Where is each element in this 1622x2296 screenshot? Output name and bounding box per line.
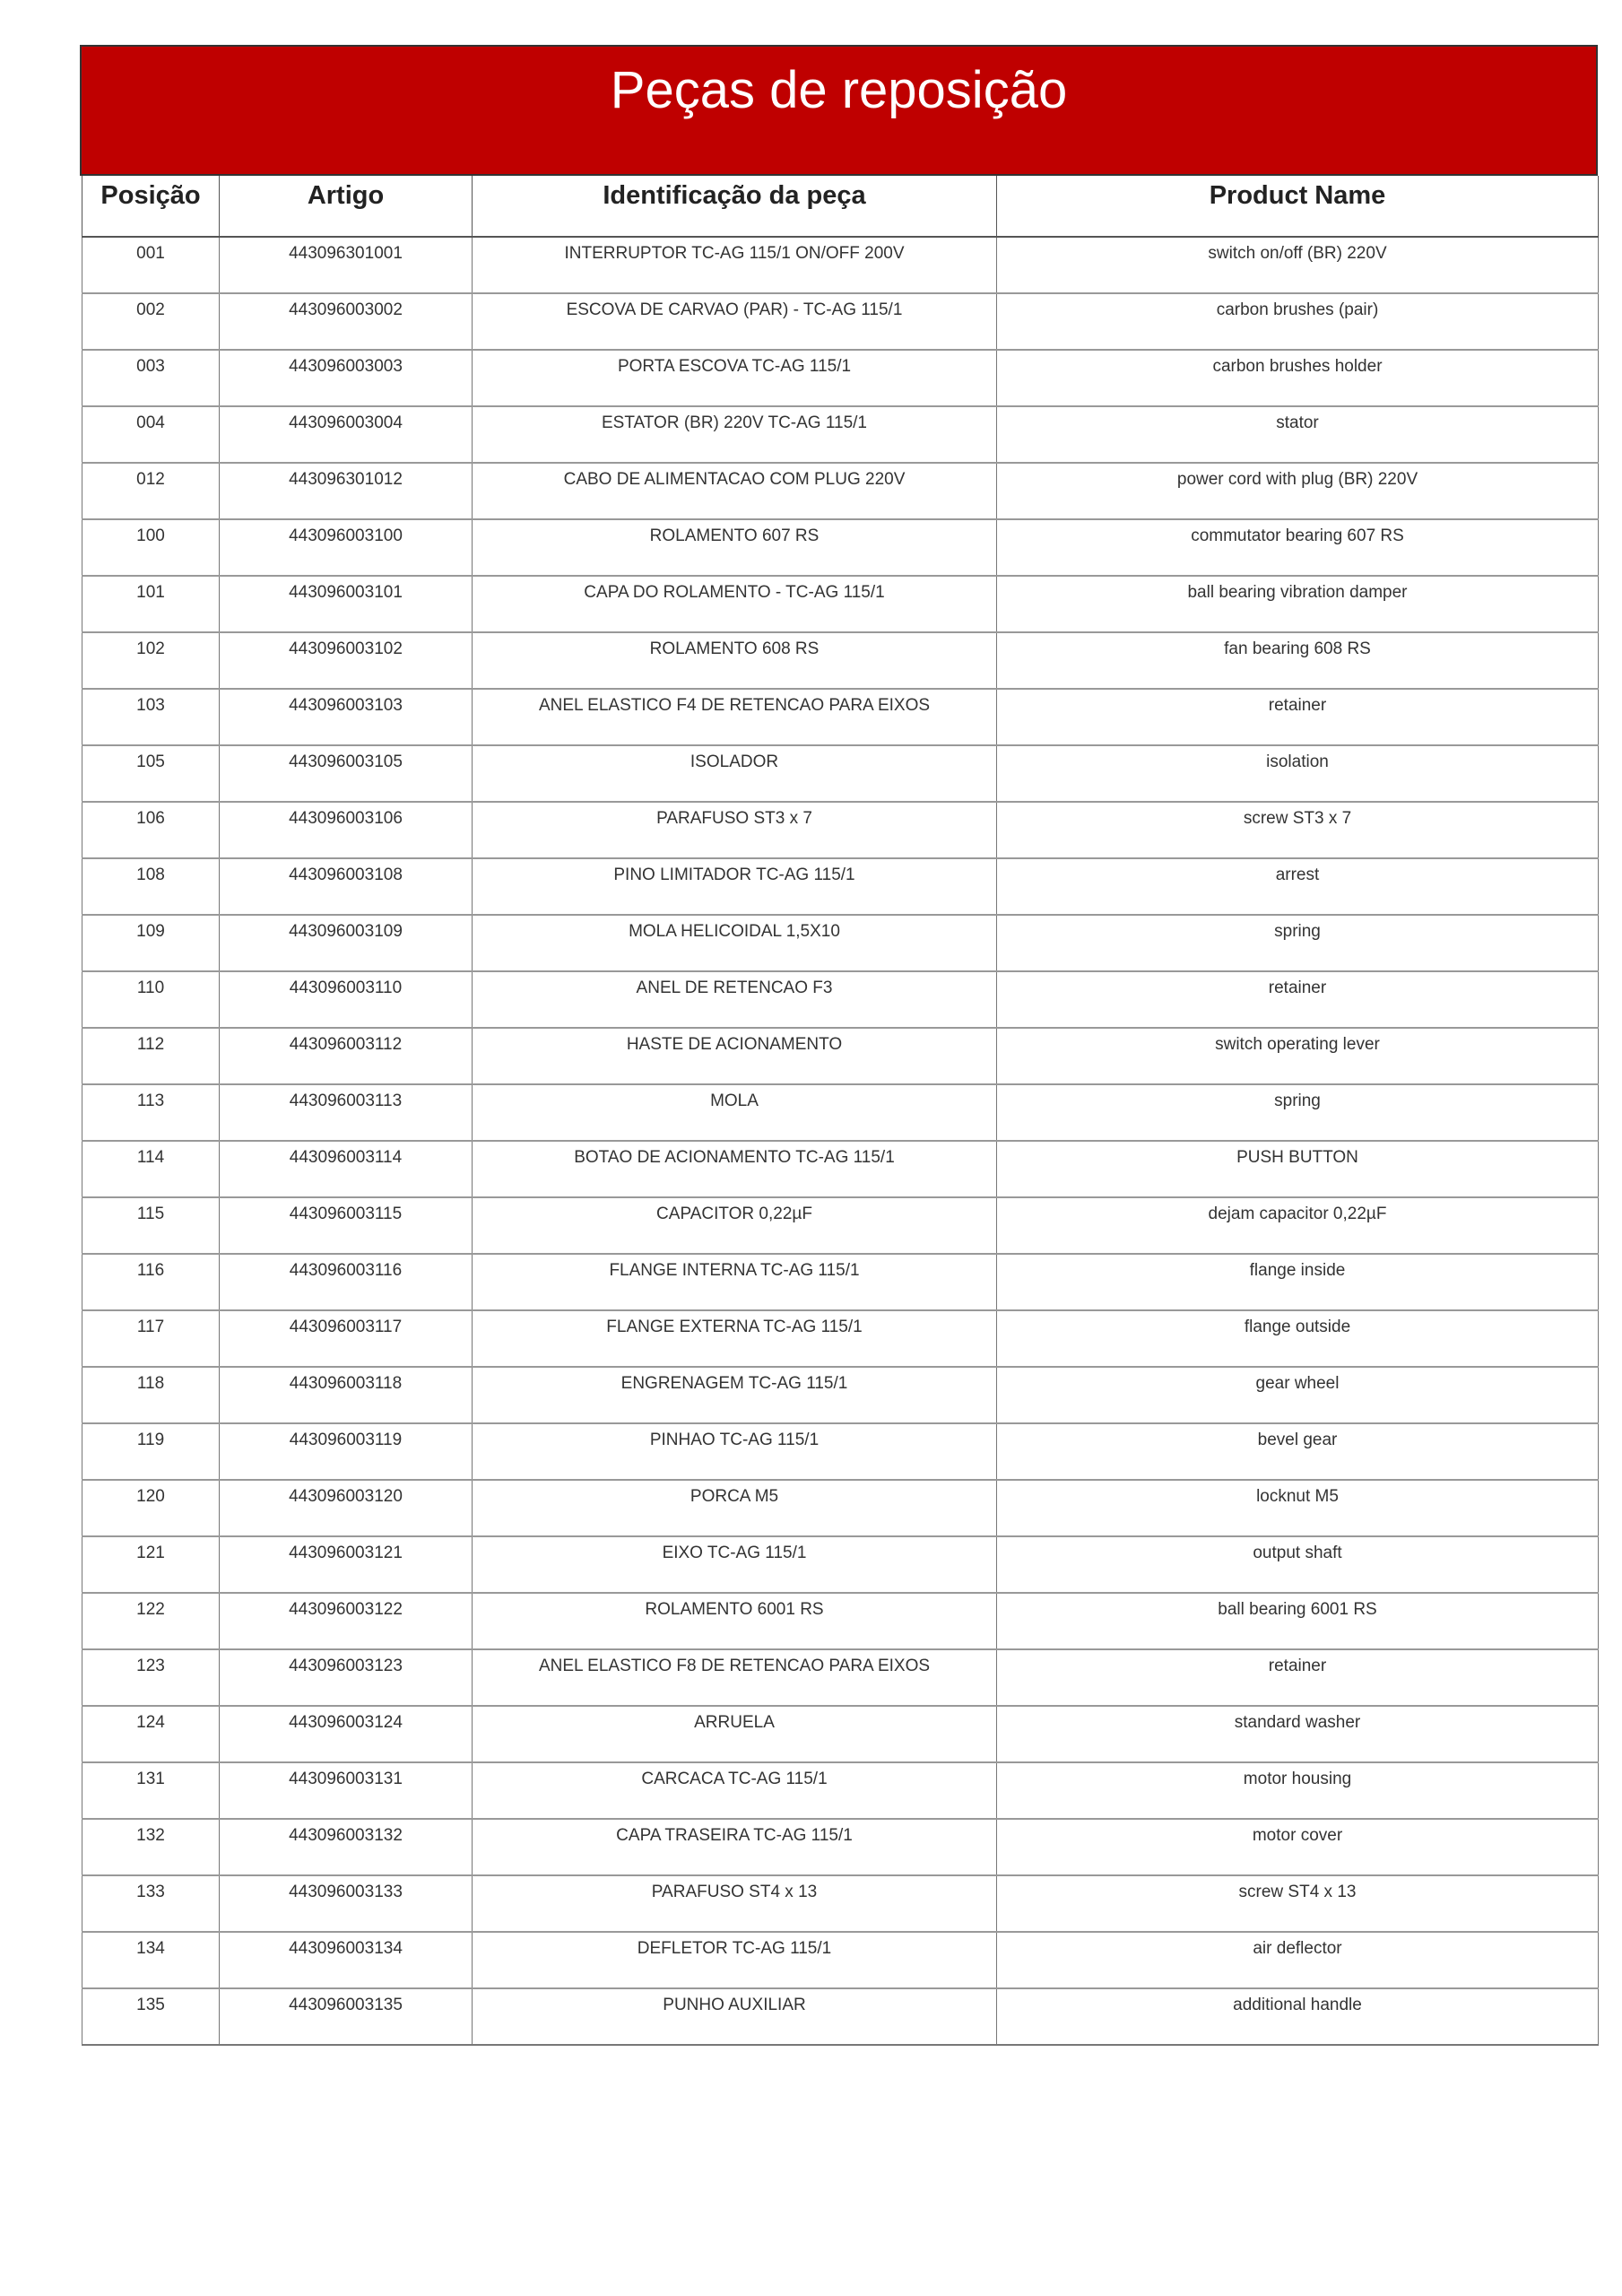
cell-posicao: 004 (82, 406, 220, 463)
cell-artigo: 443096003100 (220, 519, 473, 576)
table-row (82, 915, 1599, 971)
cell-identificacao: PARAFUSO ST4 x 13 (473, 1875, 997, 1932)
cell-identificacao: CAPA TRASEIRA TC-AG 115/1 (473, 1819, 997, 1875)
spare-parts-table (82, 176, 1599, 2046)
cell-artigo: 443096003105 (220, 745, 473, 802)
cell-product-name: spring (997, 915, 1599, 971)
cell-artigo: 443096003002 (220, 293, 473, 350)
cell-artigo: 443096003112 (220, 1028, 473, 1084)
cell-identificacao: PARAFUSO ST3 x 7 (473, 802, 997, 858)
cell-identificacao: DEFLETOR TC-AG 115/1 (473, 1932, 997, 1988)
cell-product-name: motor housing (997, 1762, 1599, 1819)
cell-posicao: 118 (82, 1367, 220, 1423)
table-row (82, 1084, 1599, 1141)
cell-identificacao: ENGRENAGEM TC-AG 115/1 (473, 1367, 997, 1423)
cell-artigo: 443096301012 (220, 463, 473, 519)
table-row (82, 293, 1599, 350)
cell-identificacao: INTERRUPTOR TC-AG 115/1 ON/OFF 200V (473, 237, 997, 293)
cell-product-name: bevel gear (997, 1423, 1599, 1480)
cell-posicao: 100 (82, 519, 220, 576)
table-row (82, 1423, 1599, 1480)
cell-artigo: 443096003124 (220, 1706, 473, 1762)
cell-product-name: power cord with plug (BR) 220V (997, 463, 1599, 519)
column-header-identificacao: Identificação da peça (473, 176, 997, 237)
cell-posicao: 133 (82, 1875, 220, 1932)
cell-posicao: 002 (82, 293, 220, 350)
cell-posicao: 115 (82, 1197, 220, 1254)
title-banner (80, 45, 1598, 176)
cell-posicao: 012 (82, 463, 220, 519)
cell-artigo: 443096003134 (220, 1932, 473, 1988)
table-header-row (82, 176, 1599, 237)
cell-identificacao: CARCACA TC-AG 115/1 (473, 1762, 997, 1819)
cell-identificacao: MOLA (473, 1084, 997, 1141)
cell-artigo: 443096003003 (220, 350, 473, 406)
cell-artigo: 443096003120 (220, 1480, 473, 1536)
table-row (82, 350, 1599, 406)
cell-identificacao: ANEL ELASTICO F4 DE RETENCAO PARA EIXOS (473, 689, 997, 745)
table-row (82, 1762, 1599, 1819)
table-row (82, 1875, 1599, 1932)
cell-artigo: 443096003118 (220, 1367, 473, 1423)
table-row (82, 971, 1599, 1028)
cell-posicao: 106 (82, 802, 220, 858)
table-row (82, 576, 1599, 632)
table-row (82, 1536, 1599, 1593)
table-row (82, 858, 1599, 915)
cell-posicao: 120 (82, 1480, 220, 1536)
cell-product-name: switch operating lever (997, 1028, 1599, 1084)
table-row (82, 237, 1599, 293)
cell-posicao: 131 (82, 1762, 220, 1819)
table-row (82, 1310, 1599, 1367)
table-row (82, 632, 1599, 689)
cell-posicao: 116 (82, 1254, 220, 1310)
table-row (82, 1028, 1599, 1084)
table-row (82, 745, 1599, 802)
cell-artigo: 443096003121 (220, 1536, 473, 1593)
table-row (82, 1593, 1599, 1649)
cell-identificacao: PINHAO TC-AG 115/1 (473, 1423, 997, 1480)
cell-posicao: 122 (82, 1593, 220, 1649)
cell-posicao: 003 (82, 350, 220, 406)
table-row (82, 1367, 1599, 1423)
cell-posicao: 134 (82, 1932, 220, 1988)
table-row (82, 1988, 1599, 2045)
table-row (82, 406, 1599, 463)
cell-artigo: 443096003115 (220, 1197, 473, 1254)
cell-posicao: 121 (82, 1536, 220, 1593)
cell-identificacao: CAPACITOR 0,22µF (473, 1197, 997, 1254)
cell-product-name: screw ST3 x 7 (997, 802, 1599, 858)
cell-product-name: stator (997, 406, 1599, 463)
column-header-posicao: Posição (82, 176, 220, 237)
cell-posicao: 110 (82, 971, 220, 1028)
cell-product-name: switch on/off (BR) 220V (997, 237, 1599, 293)
cell-artigo: 443096003122 (220, 1593, 473, 1649)
cell-posicao: 123 (82, 1649, 220, 1706)
cell-posicao: 101 (82, 576, 220, 632)
table-row (82, 1480, 1599, 1536)
cell-posicao: 132 (82, 1819, 220, 1875)
column-header-artigo: Artigo (220, 176, 473, 237)
cell-product-name: retainer (997, 1649, 1599, 1706)
cell-product-name: arrest (997, 858, 1599, 915)
cell-product-name: gear wheel (997, 1367, 1599, 1423)
cell-identificacao: ISOLADOR (473, 745, 997, 802)
cell-artigo: 443096003132 (220, 1819, 473, 1875)
cell-artigo: 443096003117 (220, 1310, 473, 1367)
cell-identificacao: PINO LIMITADOR TC-AG 115/1 (473, 858, 997, 915)
table-row (82, 1932, 1599, 1988)
cell-product-name: retainer (997, 971, 1599, 1028)
cell-identificacao: CABO DE ALIMENTACAO COM PLUG 220V (473, 463, 997, 519)
cell-artigo: 443096003131 (220, 1762, 473, 1819)
cell-artigo: 443096003102 (220, 632, 473, 689)
cell-artigo: 443096003109 (220, 915, 473, 971)
page-title: Peças de reposição (610, 61, 1068, 119)
cell-posicao: 105 (82, 745, 220, 802)
table-row (82, 519, 1599, 576)
column-header-product-name: Product Name (997, 176, 1599, 237)
cell-posicao: 102 (82, 632, 220, 689)
cell-identificacao: ANEL ELASTICO F8 DE RETENCAO PARA EIXOS (473, 1649, 997, 1706)
cell-product-name: flange outside (997, 1310, 1599, 1367)
cell-posicao: 113 (82, 1084, 220, 1141)
cell-product-name: air deflector (997, 1932, 1599, 1988)
cell-posicao: 117 (82, 1310, 220, 1367)
cell-artigo: 443096003114 (220, 1141, 473, 1197)
table-row (82, 1254, 1599, 1310)
cell-product-name: locknut M5 (997, 1480, 1599, 1536)
cell-product-name: output shaft (997, 1536, 1599, 1593)
cell-product-name: dejam capacitor 0,22µF (997, 1197, 1599, 1254)
cell-product-name: ball bearing vibration damper (997, 576, 1599, 632)
cell-identificacao: CAPA DO ROLAMENTO - TC-AG 115/1 (473, 576, 997, 632)
cell-identificacao: FLANGE EXTERNA TC-AG 115/1 (473, 1310, 997, 1367)
cell-identificacao: PORCA M5 (473, 1480, 997, 1536)
cell-identificacao: EIXO TC-AG 115/1 (473, 1536, 997, 1593)
cell-identificacao: ESCOVA DE CARVAO (PAR) - TC-AG 115/1 (473, 293, 997, 350)
table-row (82, 463, 1599, 519)
cell-posicao: 114 (82, 1141, 220, 1197)
cell-identificacao: MOLA HELICOIDAL 1,5X10 (473, 915, 997, 971)
cell-artigo: 443096003110 (220, 971, 473, 1028)
cell-posicao: 112 (82, 1028, 220, 1084)
cell-product-name: flange inside (997, 1254, 1599, 1310)
cell-product-name: motor cover (997, 1819, 1599, 1875)
cell-product-name: fan bearing 608 RS (997, 632, 1599, 689)
cell-identificacao: ANEL DE RETENCAO F3 (473, 971, 997, 1028)
table-row (82, 1197, 1599, 1254)
cell-product-name: PUSH BUTTON (997, 1141, 1599, 1197)
cell-product-name: ball bearing 6001 RS (997, 1593, 1599, 1649)
cell-product-name: screw ST4 x 13 (997, 1875, 1599, 1932)
cell-artigo: 443096003135 (220, 1988, 473, 2045)
cell-identificacao: ARRUELA (473, 1706, 997, 1762)
cell-posicao: 001 (82, 237, 220, 293)
table-row (82, 802, 1599, 858)
table-row (82, 1141, 1599, 1197)
cell-artigo: 443096301001 (220, 237, 473, 293)
cell-artigo: 443096003123 (220, 1649, 473, 1706)
cell-artigo: 443096003106 (220, 802, 473, 858)
cell-product-name: carbon brushes (pair) (997, 293, 1599, 350)
cell-artigo: 443096003108 (220, 858, 473, 915)
cell-product-name: retainer (997, 689, 1599, 745)
cell-identificacao: PUNHO AUXILIAR (473, 1988, 997, 2045)
table-row (82, 1649, 1599, 1706)
cell-identificacao: BOTAO DE ACIONAMENTO TC-AG 115/1 (473, 1141, 997, 1197)
cell-artigo: 443096003119 (220, 1423, 473, 1480)
cell-product-name: commutator bearing 607 RS (997, 519, 1599, 576)
cell-product-name: additional handle (997, 1988, 1599, 2045)
cell-posicao: 108 (82, 858, 220, 915)
cell-product-name: standard washer (997, 1706, 1599, 1762)
table-row (82, 1706, 1599, 1762)
cell-identificacao: ROLAMENTO 608 RS (473, 632, 997, 689)
cell-artigo: 443096003113 (220, 1084, 473, 1141)
cell-product-name: spring (997, 1084, 1599, 1141)
cell-product-name: carbon brushes holder (997, 350, 1599, 406)
cell-posicao: 103 (82, 689, 220, 745)
cell-identificacao: ROLAMENTO 607 RS (473, 519, 997, 576)
cell-product-name: isolation (997, 745, 1599, 802)
cell-identificacao: HASTE DE ACIONAMENTO (473, 1028, 997, 1084)
cell-identificacao: ROLAMENTO 6001 RS (473, 1593, 997, 1649)
table-row (82, 1819, 1599, 1875)
cell-artigo: 443096003101 (220, 576, 473, 632)
cell-identificacao: FLANGE INTERNA TC-AG 115/1 (473, 1254, 997, 1310)
cell-posicao: 135 (82, 1988, 220, 2045)
cell-artigo: 443096003133 (220, 1875, 473, 1932)
cell-artigo: 443096003103 (220, 689, 473, 745)
cell-identificacao: ESTATOR (BR) 220V TC-AG 115/1 (473, 406, 997, 463)
cell-posicao: 124 (82, 1706, 220, 1762)
cell-identificacao: PORTA ESCOVA TC-AG 115/1 (473, 350, 997, 406)
cell-posicao: 119 (82, 1423, 220, 1480)
cell-artigo: 443096003004 (220, 406, 473, 463)
table-row (82, 689, 1599, 745)
table-body (82, 237, 1599, 2045)
cell-artigo: 443096003116 (220, 1254, 473, 1310)
cell-posicao: 109 (82, 915, 220, 971)
